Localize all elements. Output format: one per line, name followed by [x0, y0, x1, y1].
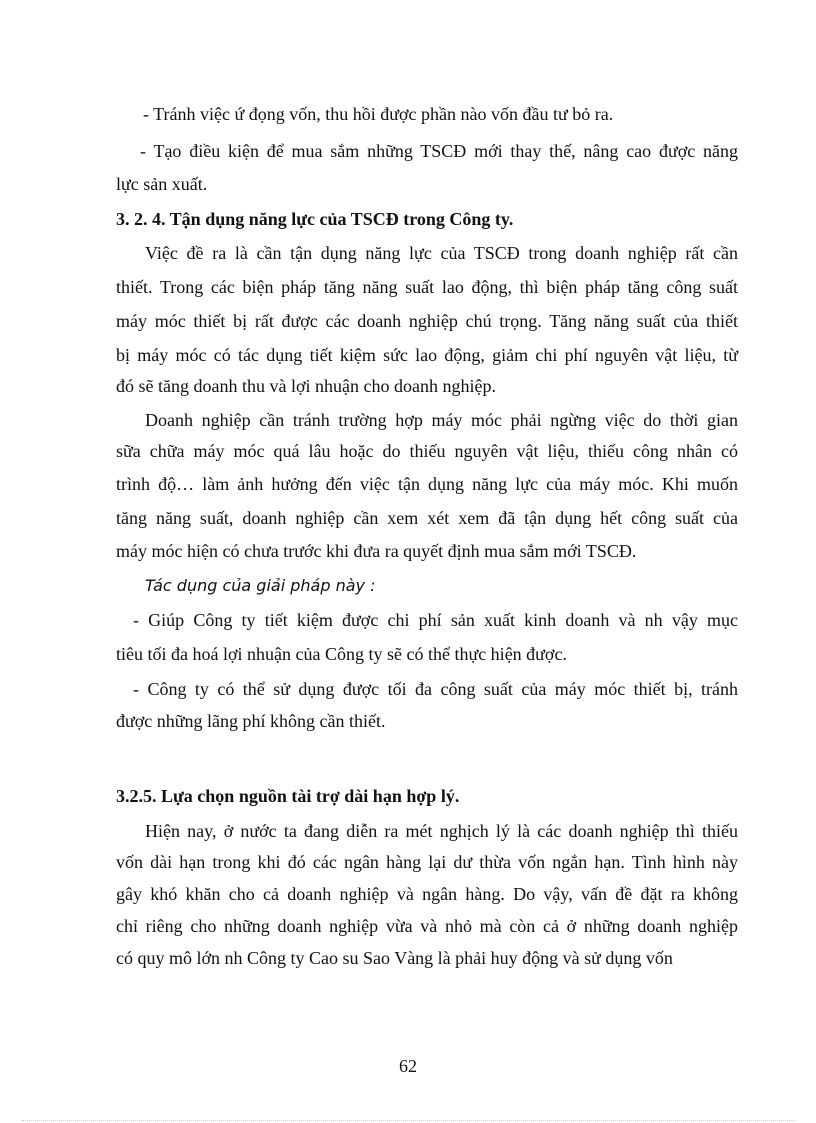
- bullet-line: - Giúp Công ty tiết kiệm được chi phí sản xuất kinh doanh và nh vậy mục: [133, 610, 738, 630]
- paragraph-line: gây khó khăn cho cả doanh nghiệp và ngân hàng. Do vậy, vấn đề đặt ra không: [116, 884, 738, 904]
- paragraph-line: chỉ riêng cho những doanh nghiệp vừa và nhỏ mà còn cả ở những doanh nghiệp: [116, 916, 738, 936]
- text-line: lực sản xuất.: [116, 174, 208, 194]
- paragraph-line: Hiện nay, ở nước ta đang diễn ra mét nghịch lý là các doanh nghiệp thì thiếu: [145, 821, 738, 841]
- paragraph-line: máy móc hiện có chưa trước khi đưa ra quyết định mua sắm mới TSCĐ.: [116, 541, 637, 561]
- bullet-line: - Tránh việc ứ đọng vốn, thu hồi được phần nào vốn đầu tư bỏ ra.: [143, 104, 614, 124]
- paragraph-line: Doanh nghiệp cần tránh trường hợp máy móc phải ngừng việc do thời gian: [145, 410, 738, 430]
- paragraph-line: đó sẽ tăng doanh thu và lợi nhuận cho doanh nghiệp.: [116, 376, 496, 396]
- bullet-line: - Tạo điều kiện để mua sắm những TSCĐ mới thay thế, nâng cao được năng: [140, 141, 738, 161]
- paragraph-line: vốn dài hạn trong khi đó các ngân hàng lại dư thừa vốn ngắn hạn. Tình hình này: [116, 852, 738, 872]
- page-number: 62: [399, 1056, 417, 1076]
- paragraph-line: máy móc thiết bị rất được các doanh nghiệp chú trọng. Tăng năng suất của thiết: [116, 311, 738, 331]
- bullet-line: - Công ty có thể sử dụng được tối đa công suất của máy móc thiết bị, tránh: [133, 679, 738, 699]
- paragraph-line: sữa chữa máy móc quá lâu hoặc do thiếu nguyên vật liệu, thiếu công nhân có: [116, 441, 738, 461]
- section-heading-3-2-5: 3.2.5. Lựa chọn nguồn tài trợ dài hạn hợp lý.: [116, 786, 460, 806]
- paragraph-line: có quy mô lớn nh Công ty Cao su Sao Vàng là phải huy động và sử dụng vốn: [116, 948, 673, 968]
- paragraph-line: Việc đề ra là cần tận dụng năng lực của TSCĐ trong doanh nghiệp rất cần: [145, 243, 738, 263]
- paragraph-line: trình độ… làm ảnh hưởng đến việc tận dụng năng lực của máy móc. Khi muốn: [116, 474, 738, 494]
- paragraph-line: thiết. Trong các biện pháp tăng năng suất lao động, thì biện pháp tăng công suất: [116, 277, 738, 297]
- text-line: tiêu tối đa hoá lợi nhuận của Công ty sẽ có thể thực hiện được.: [116, 644, 567, 664]
- section-heading-3-2-4: 3. 2. 4. Tận dụng năng lực của TSCĐ trong Công ty.: [116, 209, 514, 229]
- page-edge-divider: [22, 1120, 794, 1121]
- paragraph-line: bị máy móc có tác dụng tiết kiệm sức lao động, giảm chi phí nguyên vật liệu, từ: [116, 345, 738, 365]
- paragraph-line: tăng năng suất, doanh nghiệp cần xem xét xem đã tận dụng hết công suất của: [116, 508, 738, 528]
- text-line: được những lãng phí không cần thiết.: [116, 711, 386, 731]
- effects-subheading: Tác dụng của giải pháp này :: [145, 576, 376, 595]
